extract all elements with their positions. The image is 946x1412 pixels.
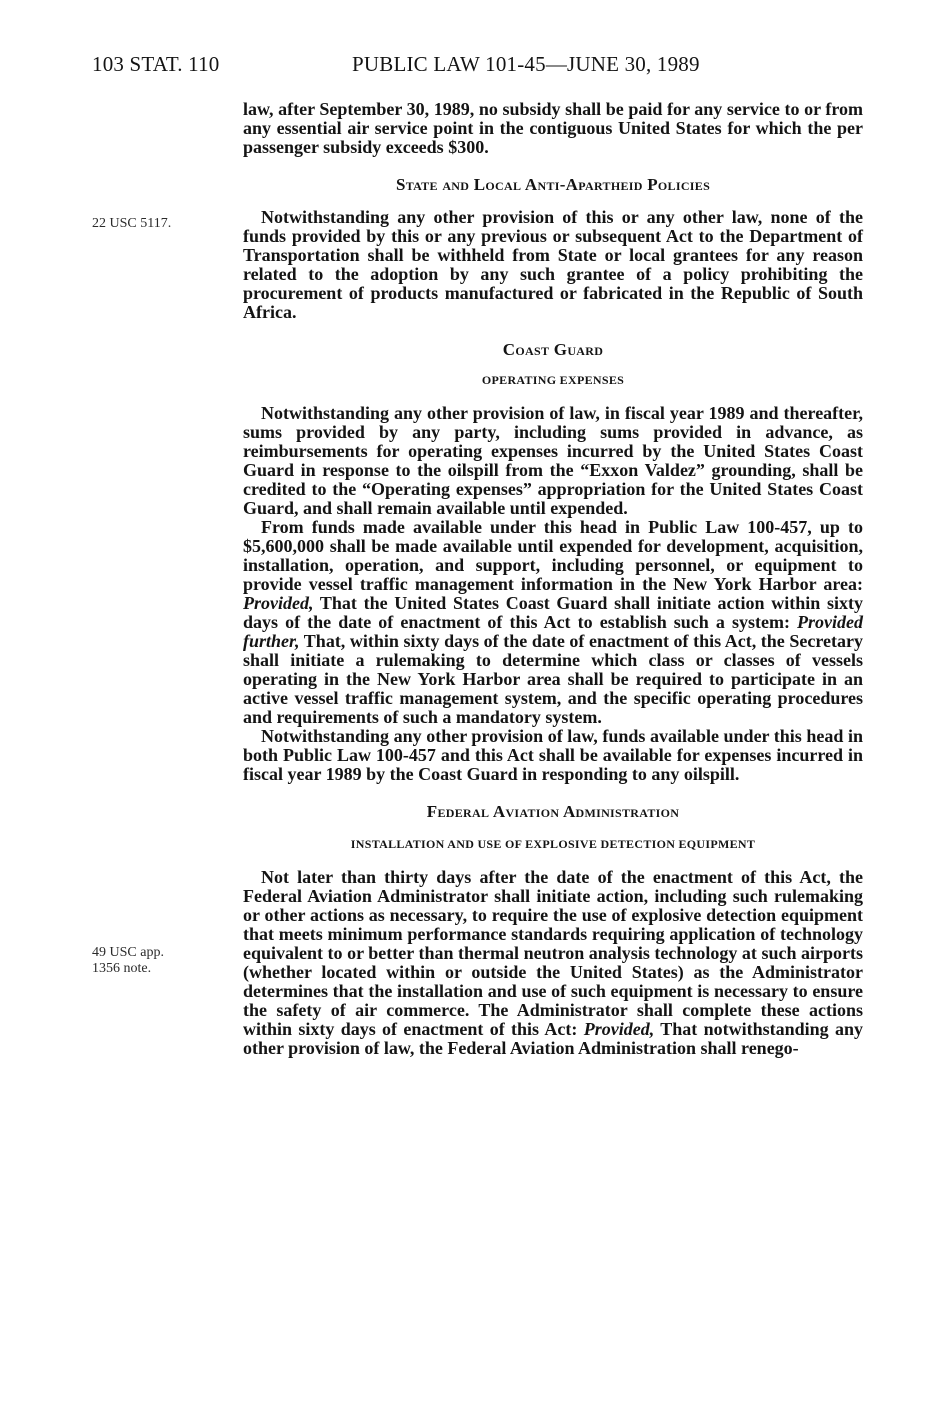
- text-segment: That, within sixty days of the date of enactment of this Act, the Secretary shall initiate a rulemaking to determine which class or classes of vessels operating in the New York Harbor area shall be required to participate in an active vessel traffic management system, and the specific operating procedures and requirements of such a mandatory system.: [243, 631, 863, 727]
- body-column: [243, 100, 863, 1058]
- law-title: PUBLIC LAW 101-45—JUNE 30, 1989: [352, 52, 700, 76]
- intro-paragraph: law, after September 30, 1989, no subsidy shall be paid for any service to or from any essential air service point in the contiguous United States for which the per passenger subsidy exceeds $300.: [243, 99, 863, 157]
- stat-citation: 103 STAT. 110: [92, 52, 220, 76]
- subheading-explosive-detection: INSTALLATION AND USE OF EXPLOSIVE DETECTION EQUIPMENT: [350, 837, 756, 851]
- coast-guard-paragraph-1: Notwithstanding any other provision of law, in fiscal year 1989 and thereafter, sums provided by any party, including sums provided in advance, as reimbursements for operating expenses incurred by the United States Coast Guard in response to the oilspill from the “Exxon Valdez” grounding, shall be credited to the “Operating expenses” appropriation for the United States Coast Guard, and shall remain available until expended.: [243, 403, 863, 518]
- text-segment: That the United States Coast Guard shall initiate action within sixty days of the date of enactment of this Act to establish such a system:: [243, 593, 863, 632]
- heading-coast-guard: Coast Guard: [502, 340, 604, 359]
- text-segment: That notwithstanding any other provision of law, the Federal Aviation Administration shall renego-: [243, 1019, 863, 1058]
- heading-anti-apartheid: State and Local Anti-Apartheid Policies: [395, 175, 711, 194]
- anti-apartheid-paragraph: Notwithstanding any other provision of this or any other law, none of the funds provided by this or any previous or subsequent Act to the Department of Transportation shall be withheld from State or local grantees for any reason related to the adoption by any such grantee of a policy prohibiting the procurement of products manufactured or fabricated in the Republic of South Africa.: [243, 207, 863, 322]
- page-header: [92, 52, 892, 82]
- provided-label: Provided,: [243, 593, 314, 613]
- coast-guard-paragraph-2: [243, 518, 863, 727]
- provided-label: Provided,: [583, 1019, 655, 1039]
- margin-note-usc-app-1356: [92, 945, 164, 977]
- margin-note-line: 49 USC app.: [92, 945, 164, 960]
- provided-further-label: Provided further,: [243, 612, 864, 651]
- margin-note-usc-5117: 22 USC 5117.: [92, 216, 172, 231]
- faa-paragraph: [243, 868, 863, 1058]
- heading-faa: Federal Aviation Administration: [426, 802, 680, 821]
- text-segment: From funds made available under this head in Public Law 100-457, up to $5,600,000 shall be made available until expended for development, acquisition, installation, operation, and support, including personnel, or equipment to provide vessel traffic management information in the New York Harbor area:: [243, 517, 863, 594]
- coast-guard-paragraph-3: Notwithstanding any other provision of law, funds available under this head in both Public Law 100-457 and this Act shall be available for expenses incurred in fiscal year 1989 by the Coast Guard in responding to any oilspill.: [243, 726, 863, 784]
- subheading-operating-expenses: OPERATING EXPENSES: [481, 373, 625, 387]
- margin-note-line: 1356 note.: [92, 961, 152, 976]
- text-segment: Not later than thirty days after the date of the enactment of this Act, the Federal Aviation Administrator shall initiate action, including such rulemaking or other actions as necessary, to require the use of explosive detection equipment that meets minimum performance standards requiring application of technology equivalent to or better than thermal neutron analysis technology at such airports (whether located within or outside the United States) as the Administrator determines that the installation and use of such equipment is necessary to ensure the safety of air commerce. The Administrator shall complete these actions within sixty days of enactment of this Act:: [243, 867, 863, 1039]
